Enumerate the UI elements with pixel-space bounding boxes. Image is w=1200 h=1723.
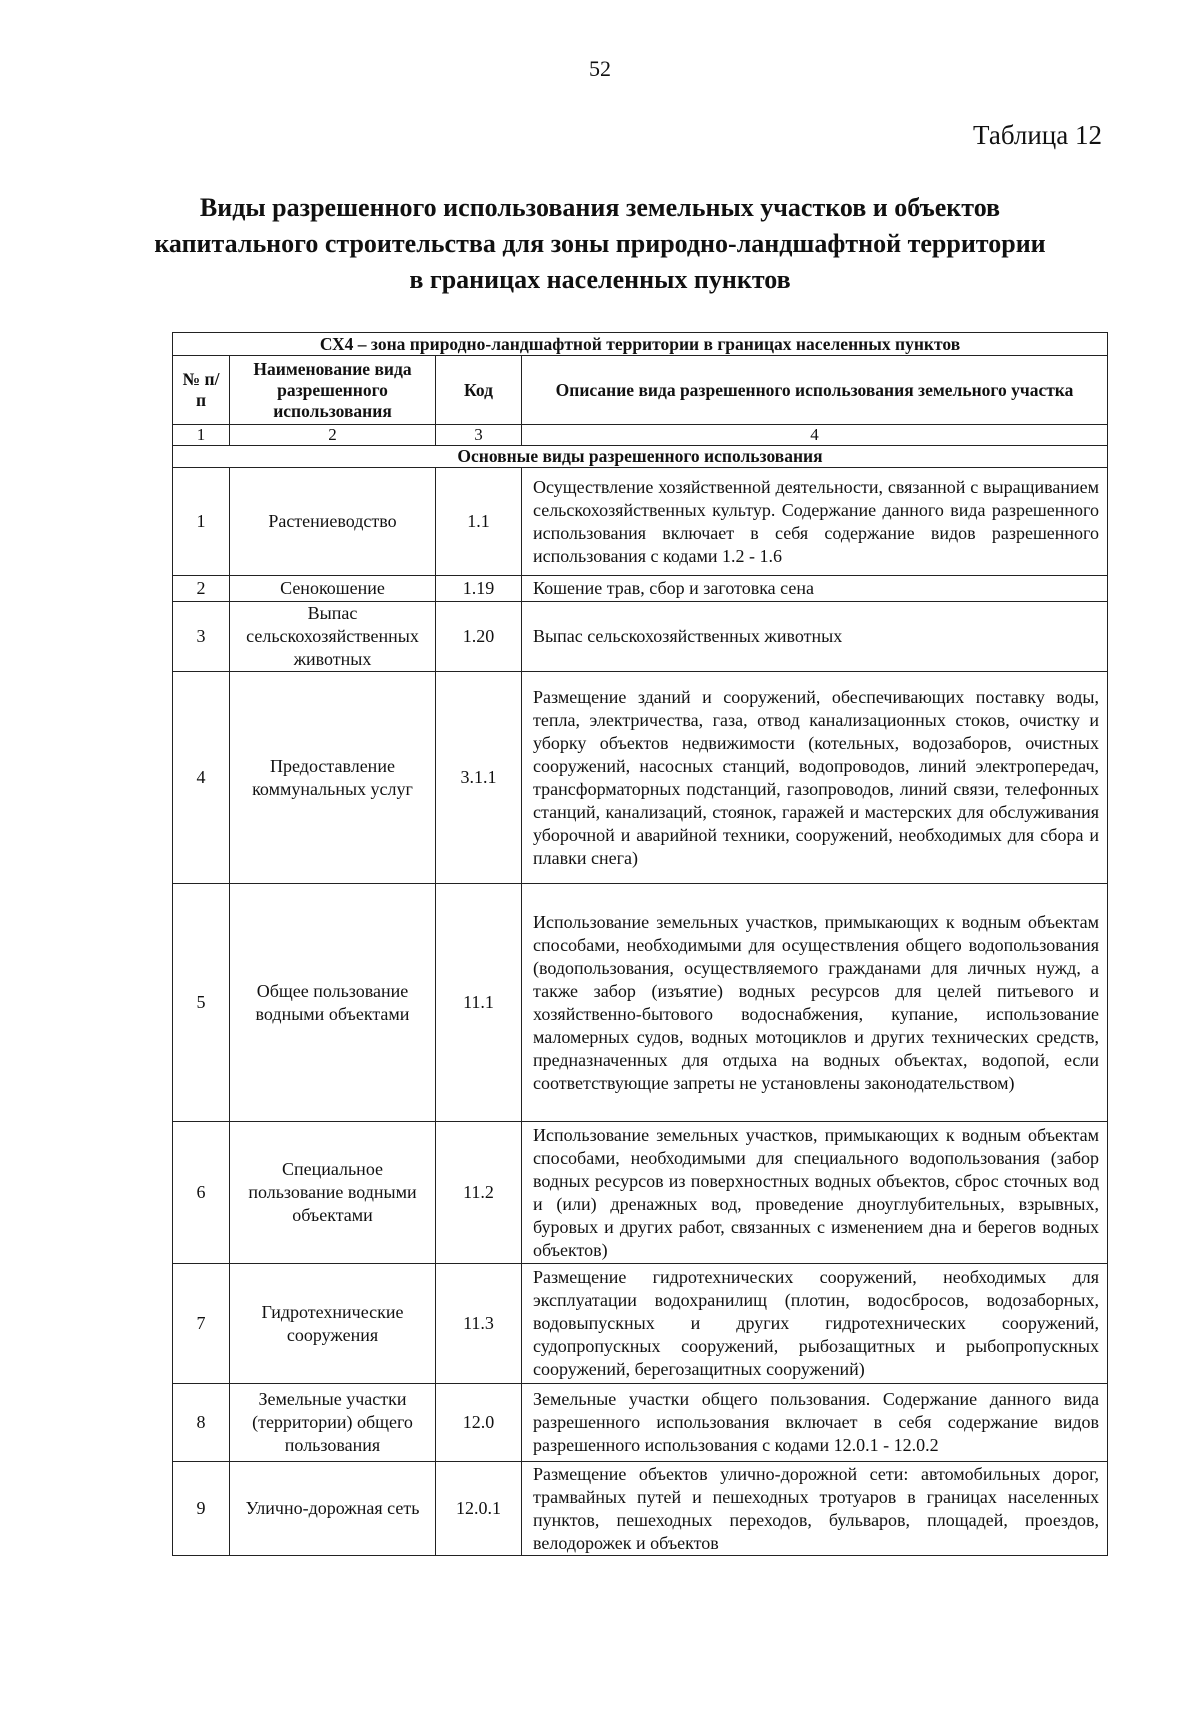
row-number: 7 <box>173 1264 230 1384</box>
column-number: 3 <box>436 425 522 446</box>
row-number: 2 <box>173 576 230 602</box>
table-caption: Таблица 12 <box>973 120 1102 150</box>
table-row <box>173 884 1108 1122</box>
header-code: Код <box>436 356 522 425</box>
row-number: 3 <box>173 602 230 672</box>
row-code: 11.1 <box>436 884 522 1122</box>
table-row <box>173 1384 1108 1462</box>
row-description: Использование земельных участков, примыкающих к водным объектам способами, необходимыми для осуществления общего водопользования (водопользования, осуществляемого гражданами для личных нужд, а также забор (изъятие) водных ресурсов для целей питьевого и хозяйственно-бытового водоснабжения, купание, использование маломерных судов, водных мотоциклов и других технических средств, предназначенных для отдыха на водных объектах, водопой, если соответствующие запреты не установлены законодательством) <box>522 884 1108 1122</box>
row-name: Специальное пользование водными объектами <box>230 1122 436 1264</box>
page-number: 52 <box>589 56 611 81</box>
row-name: Общее пользование водными объектами <box>230 884 436 1122</box>
row-description: Использование земельных участков, примыкающих к водным объектам способами, необходимыми для специального водопользования (забор водных ресурсов из поверхностных водных объектов, сброс сточных вод и (или) дренажных вод, проведение дноуглубительных, взрывных, буровых и других работ, связанных с изменением дна и берегов водных объектов) <box>522 1122 1108 1264</box>
column-number: 2 <box>230 425 436 446</box>
header-description: Описание вида разрешенного использования земельного участка <box>522 356 1108 425</box>
row-code: 12.0 <box>436 1384 522 1462</box>
row-name: Предоставление коммунальных услуг <box>230 672 436 884</box>
row-name: Выпас сельскохозяйственных животных <box>230 602 436 672</box>
section-title: Основные виды разрешенного использования <box>173 446 1108 468</box>
row-code: 12.0.1 <box>436 1462 522 1556</box>
row-code: 11.3 <box>436 1264 522 1384</box>
row-description: Кошение трав, сбор и заготовка сена <box>522 576 1108 602</box>
row-name: Гидротехнические сооружения <box>230 1264 436 1384</box>
row-description: Размещение гидротехнических сооружений, необходимых для эксплуатации водохранилищ (плотин, водосбросов, водозаборных, водовыпускных и других гидротехнических сооружений, судопропускных сооружений, рыбозащитных и рыбопропускных сооружений, берегозащитных сооружений) <box>522 1264 1108 1384</box>
table-row <box>173 672 1108 884</box>
row-name: Сенокошение <box>230 576 436 602</box>
table-row <box>173 1462 1108 1556</box>
row-code: 1.19 <box>436 576 522 602</box>
row-description: Размещение зданий и сооружений, обеспечивающих поставку воды, тепла, электричества, газа, отвод канализационных стоков, очистку и уборку объектов недвижимости (котельных, водозаборов, очистных сооружений, насосных станций, водопроводов, линий электропередач, трансформаторных подстанций, газопроводов, линий связи, телефонных станций, канализаций, стоянок, гаражей и мастерских для обслуживания уборочной и аварийной техники, сооружений, необходимых для сбора и плавки снега) <box>522 672 1108 884</box>
table-row <box>173 468 1108 576</box>
table-row <box>173 1264 1108 1384</box>
row-code: 1.1 <box>436 468 522 576</box>
land-use-table <box>172 332 1108 1556</box>
document-title: Виды разрешенного использования земельных участков и объектов капитального строительства для зоны природно-ландшафтной территории в границах населенных пунктов <box>154 193 1046 294</box>
column-number: 1 <box>173 425 230 446</box>
row-number: 4 <box>173 672 230 884</box>
column-number: 4 <box>522 425 1108 446</box>
header-number: № п/п <box>173 356 230 425</box>
row-number: 8 <box>173 1384 230 1462</box>
row-code: 1.20 <box>436 602 522 672</box>
row-number: 5 <box>173 884 230 1122</box>
header-name: Наименование вида разрешенного использования <box>230 356 436 425</box>
row-number: 6 <box>173 1122 230 1264</box>
table-row <box>173 1122 1108 1264</box>
row-description: Осуществление хозяйственной деятельности, связанной с выращиванием сельскохозяйственных культур. Содержание данного вида разрешенного использования включает в себя содержание видов разрешенного использования с кодами 1.2 - 1.6 <box>522 468 1108 576</box>
row-description: Земельные участки общего пользования. Содержание данного вида разрешенного использования включает в себя содержание видов разрешенного использования с кодами 12.0.1 - 12.0.2 <box>522 1384 1108 1462</box>
row-name: Улично-дорожная сеть <box>230 1462 436 1556</box>
row-description: Выпас сельскохозяйственных животных <box>522 602 1108 672</box>
table-row <box>173 602 1108 672</box>
row-code: 11.2 <box>436 1122 522 1264</box>
row-number: 1 <box>173 468 230 576</box>
row-name: Земельные участки (территории) общего пользования <box>230 1384 436 1462</box>
row-name: Растениеводство <box>230 468 436 576</box>
zone-title: СХ4 – зона природно-ландшафтной территории в границах населенных пунктов <box>173 333 1108 356</box>
row-number: 9 <box>173 1462 230 1556</box>
table-row <box>173 576 1108 602</box>
row-code: 3.1.1 <box>436 672 522 884</box>
row-description: Размещение объектов улично-дорожной сети: автомобильных дорог, трамвайных путей и пешеходных тротуаров в границах населенных пунктов, пешеходных переходов, бульваров, площадей, проездов, велодорожек и объектов <box>522 1462 1108 1556</box>
